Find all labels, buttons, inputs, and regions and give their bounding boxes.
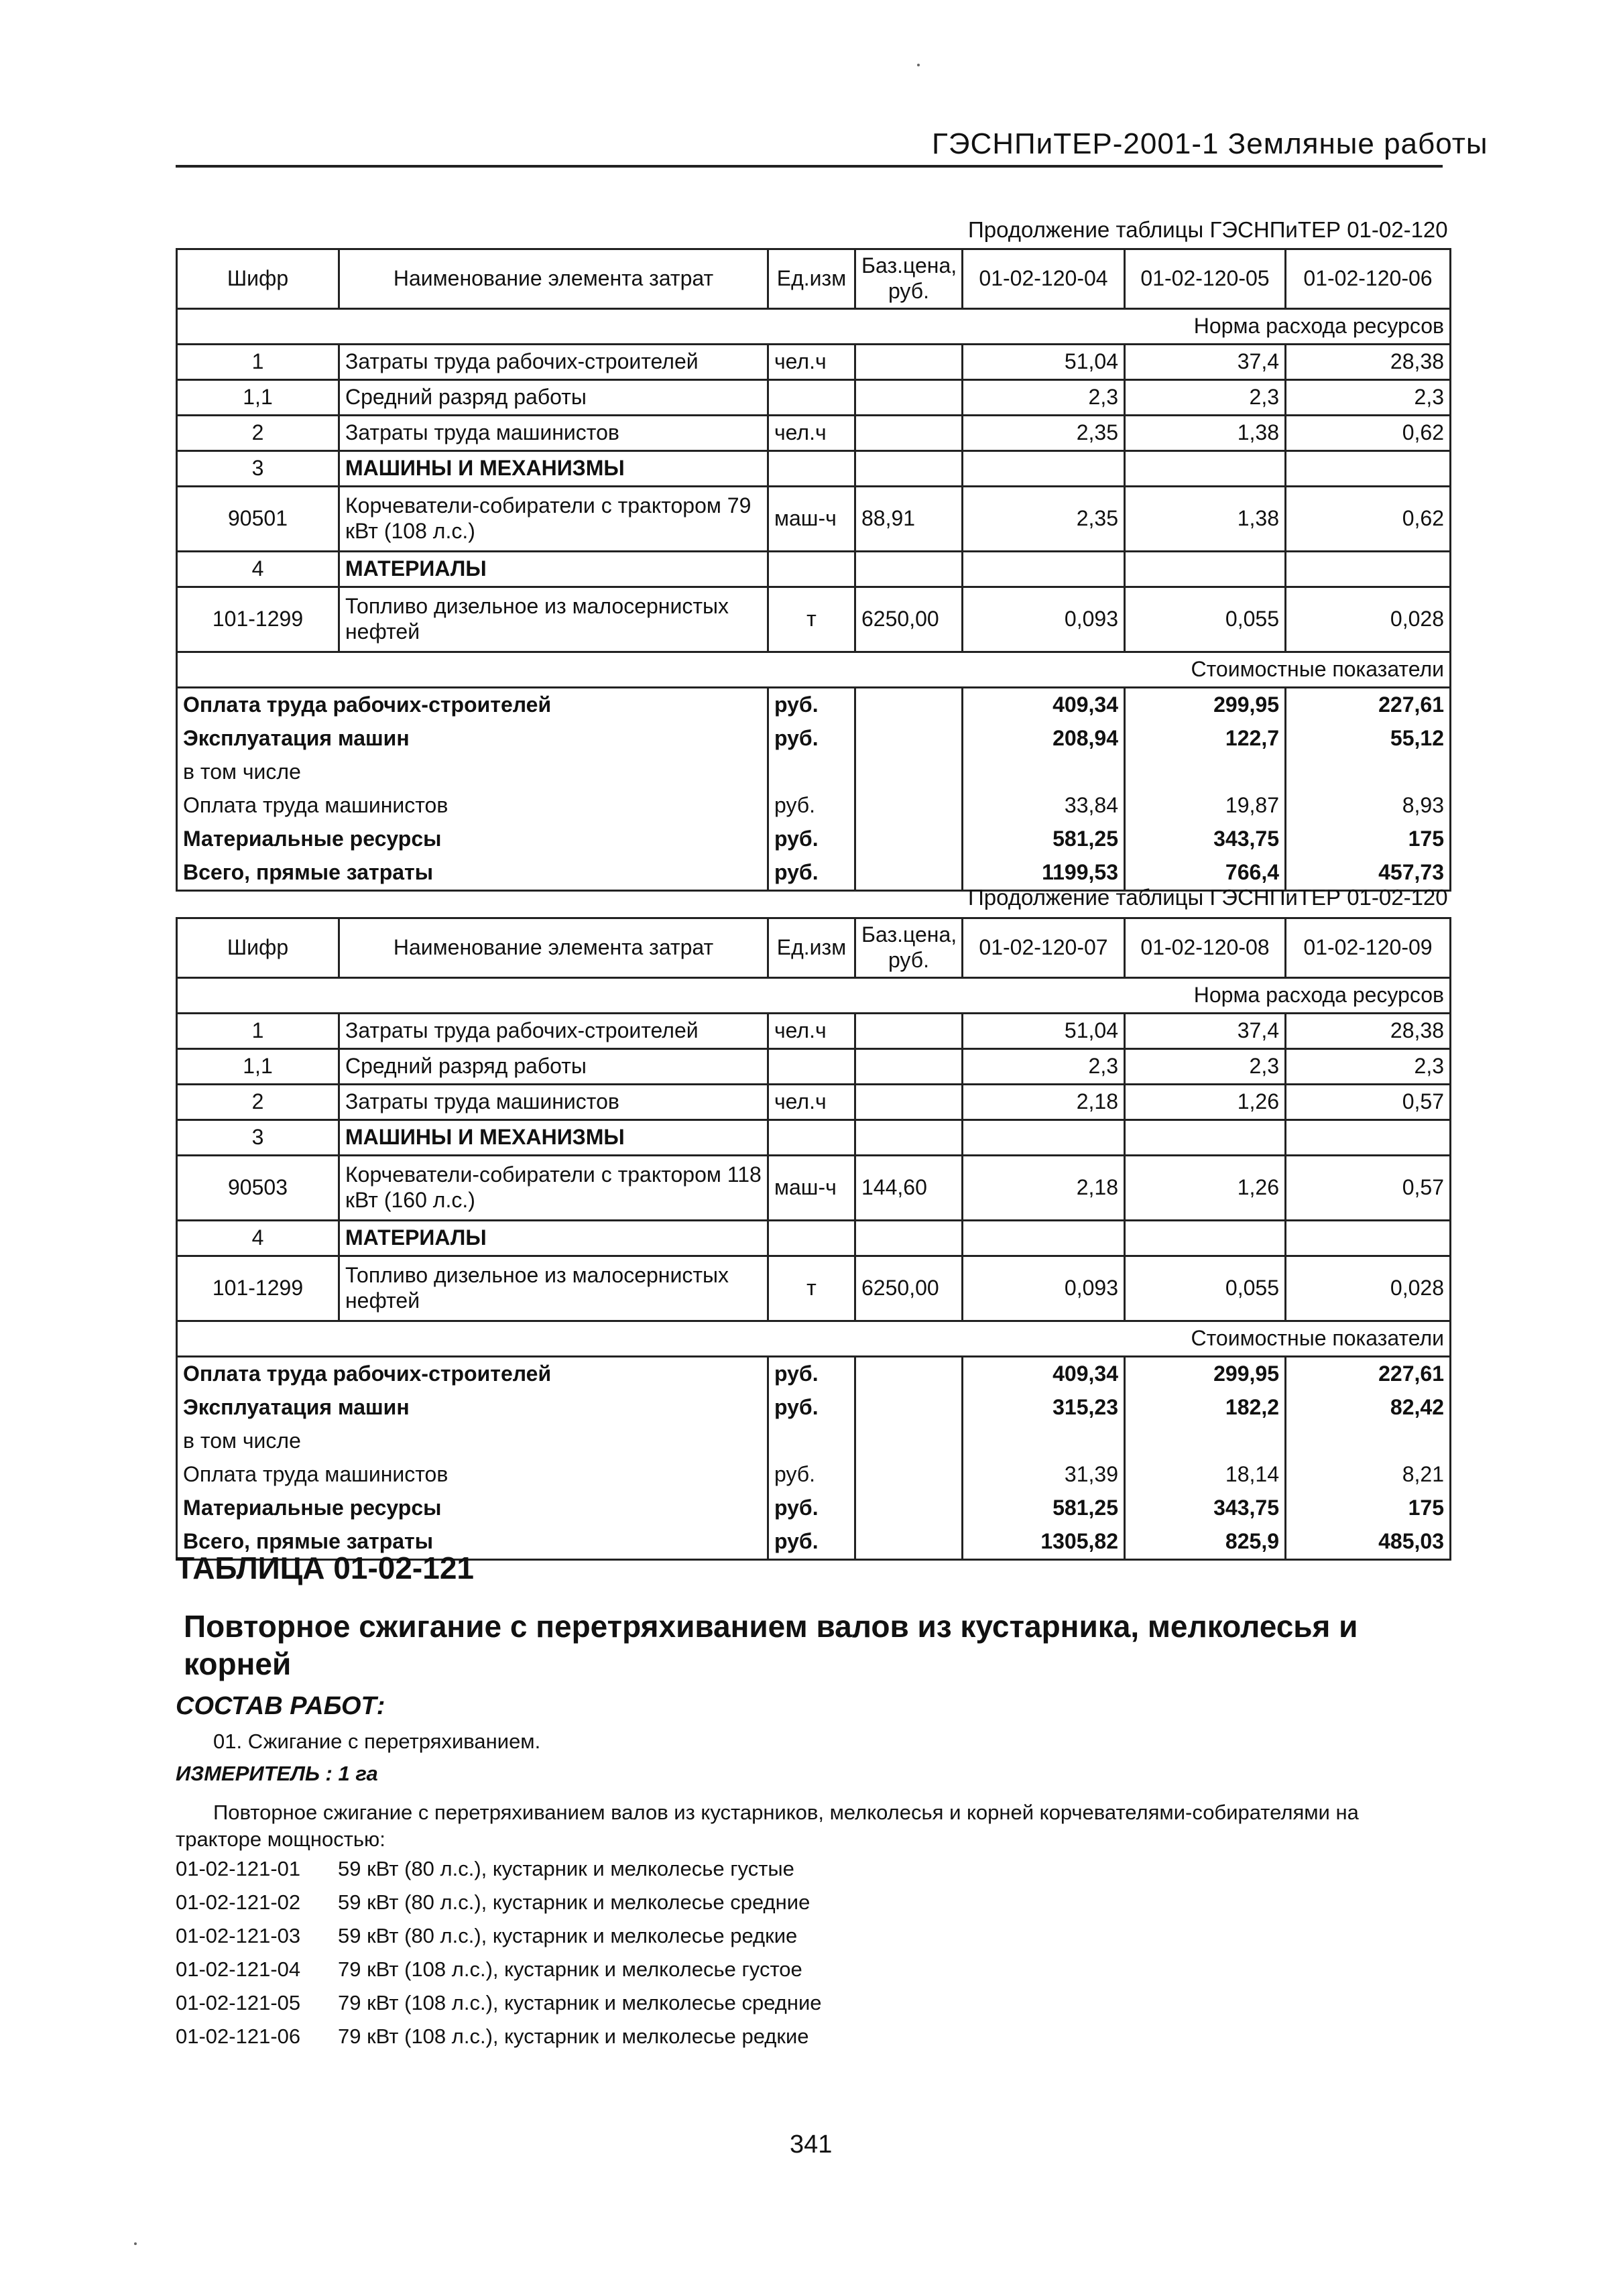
table-row-group <box>177 552 1451 587</box>
section-row-norma <box>177 978 1451 1014</box>
summary-unit: руб. <box>768 722 855 756</box>
row-value: 2,18 <box>963 1085 1125 1120</box>
item-text: 79 кВт (108 л.с.), кустарник и мелколесье густое <box>338 1957 802 1981</box>
summary-value: 33,84 <box>963 789 1125 823</box>
row-value: 51,04 <box>963 1014 1125 1049</box>
row-name: Затраты труда рабочих-строителей <box>339 1014 768 1049</box>
list-item <box>176 1857 822 1890</box>
summary-value: 343,75 <box>1125 823 1286 856</box>
row-value: 0,055 <box>1125 587 1286 652</box>
row-price <box>855 380 963 416</box>
table-header-row <box>177 249 1451 309</box>
item-text: 79 кВт (108 л.с.), кустарник и мелколесье средние <box>338 1991 822 2014</box>
summary-row <box>177 1391 1451 1425</box>
row-price <box>855 1049 963 1085</box>
col-header-unit: Ед.изм <box>768 918 855 978</box>
summary-name: Оплата труда рабочих-строителей <box>177 688 768 723</box>
resource-table-b <box>176 917 1451 1561</box>
col-header-name: Наименование элемента затрат <box>339 249 768 309</box>
row-name: Затраты труда рабочих-строителей <box>339 345 768 380</box>
row-value: 0,62 <box>1286 487 1451 552</box>
section-row-cost <box>177 1321 1451 1357</box>
col-header-code: 01-02-120-08 <box>1125 918 1286 978</box>
row-unit: маш-ч <box>768 487 855 552</box>
summary-unit: руб. <box>768 1458 855 1492</box>
summary-value: 122,7 <box>1125 722 1286 756</box>
summary-value: 8,21 <box>1286 1458 1451 1492</box>
col-header-code: 01-02-120-09 <box>1286 918 1451 978</box>
row-code: 4 <box>177 1221 339 1256</box>
summary-row <box>177 688 1451 723</box>
row-value: 1,38 <box>1125 487 1286 552</box>
group-name: МАШИНЫ И МЕХАНИЗМЫ <box>339 1120 768 1156</box>
summary-value: 299,95 <box>1125 1357 1286 1392</box>
section-row-norma <box>177 309 1451 345</box>
summary-row <box>177 1425 1451 1458</box>
summary-value: 82,42 <box>1286 1391 1451 1425</box>
composition-item: 01. Сжигание с перетряхиванием. <box>213 1730 541 1753</box>
row-price <box>855 345 963 380</box>
summary-value: 343,75 <box>1125 1492 1286 1525</box>
row-name: Средний разряд работы <box>339 380 768 416</box>
table-row <box>177 487 1451 552</box>
item-code: 01-02-121-01 <box>176 1857 301 1880</box>
table-row <box>177 1014 1451 1049</box>
table-row-group <box>177 451 1451 487</box>
summary-name: Материальные ресурсы <box>177 1492 768 1525</box>
row-code: 101-1299 <box>177 587 339 652</box>
row-price: 88,91 <box>855 487 963 552</box>
item-code: 01-02-121-03 <box>176 1924 301 1947</box>
col-header-shifr: Шифр <box>177 918 339 978</box>
row-unit <box>768 380 855 416</box>
row-value: 2,3 <box>1286 1049 1451 1085</box>
summary-name: Оплата труда машинистов <box>177 789 768 823</box>
row-value: 2,18 <box>963 1156 1125 1221</box>
summary-row <box>177 756 1451 789</box>
row-code: 90503 <box>177 1156 339 1221</box>
table-row-group <box>177 1221 1451 1256</box>
summary-name: Эксплуатация машин <box>177 722 768 756</box>
list-item <box>176 1957 822 1991</box>
table-header-row <box>177 918 1451 978</box>
section-row-cost <box>177 652 1451 688</box>
summary-value: 55,12 <box>1286 722 1451 756</box>
row-value: 2,35 <box>963 487 1125 552</box>
group-name: МАТЕРИАЛЫ <box>339 1221 768 1256</box>
summary-value: 457,73 <box>1286 856 1451 891</box>
col-header-price: Баз.цена, руб. <box>855 918 963 978</box>
group-name: МАТЕРИАЛЫ <box>339 552 768 587</box>
list-item <box>176 1991 822 2025</box>
summary-unit: руб. <box>768 1525 855 1560</box>
summary-value: 182,2 <box>1125 1391 1286 1425</box>
row-code: 1,1 <box>177 1049 339 1085</box>
row-price <box>855 416 963 451</box>
row-name: Средний разряд работы <box>339 1049 768 1085</box>
summary-name: Эксплуатация машин <box>177 1391 768 1425</box>
measure-unit: ИЗМЕРИТЕЛЬ : 1 га <box>176 1762 378 1785</box>
row-value: 0,093 <box>963 1256 1125 1321</box>
summary-value: 8,93 <box>1286 789 1451 823</box>
summary-value: 409,34 <box>963 1357 1125 1392</box>
summary-name: Оплата труда рабочих-строителей <box>177 1357 768 1392</box>
summary-value: 825,9 <box>1125 1525 1286 1560</box>
row-name: Корчеватели-собиратели с трактором 118 кВт (160 л.с.) <box>339 1156 768 1221</box>
summary-value: 1305,82 <box>963 1525 1125 1560</box>
summary-name: Всего, прямые затраты <box>177 856 768 891</box>
scan-speck <box>917 64 920 66</box>
row-value: 0,62 <box>1286 416 1451 451</box>
table-row <box>177 345 1451 380</box>
summary-unit: руб. <box>768 823 855 856</box>
cost-label: Стоимостные показатели <box>177 1321 1451 1357</box>
item-text: 59 кВт (80 л.с.), кустарник и мелколесье редкие <box>338 1924 798 1947</box>
row-value: 37,4 <box>1125 345 1286 380</box>
row-value: 2,3 <box>1286 380 1451 416</box>
summary-value: 581,25 <box>963 1492 1125 1525</box>
running-header: ГЭСНПиТЕР-2001-1 Земляные работы <box>932 127 1488 160</box>
row-code: 1 <box>177 1014 339 1049</box>
row-price <box>855 1014 963 1049</box>
summary-row <box>177 823 1451 856</box>
row-value: 28,38 <box>1286 1014 1451 1049</box>
row-code: 90501 <box>177 487 339 552</box>
item-code: 01-02-121-02 <box>176 1890 301 1914</box>
col-header-code: 01-02-120-05 <box>1125 249 1286 309</box>
summary-unit: руб. <box>768 856 855 891</box>
row-code: 3 <box>177 1120 339 1156</box>
row-code: 101-1299 <box>177 1256 339 1321</box>
summary-name: Всего, прямые затраты <box>177 1525 768 1560</box>
item-code: 01-02-121-06 <box>176 2025 301 2048</box>
list-item <box>176 2025 822 2058</box>
summary-value: 485,03 <box>1286 1525 1451 1560</box>
table-row <box>177 1256 1451 1321</box>
item-text: 59 кВт (80 л.с.), кустарник и мелколесье густые <box>338 1857 794 1880</box>
table-row <box>177 1156 1451 1221</box>
row-value: 2,3 <box>963 380 1125 416</box>
table-row <box>177 1085 1451 1120</box>
row-code: 4 <box>177 552 339 587</box>
summary-row <box>177 1357 1451 1392</box>
col-header-unit: Ед.изм <box>768 249 855 309</box>
summary-unit: руб. <box>768 1492 855 1525</box>
row-price <box>855 1085 963 1120</box>
norma-label: Норма расхода ресурсов <box>177 309 1451 345</box>
col-header-code: 01-02-120-04 <box>963 249 1125 309</box>
row-name: Топливо дизельное из малосернистых нефтей <box>339 1256 768 1321</box>
row-value: 1,26 <box>1125 1156 1286 1221</box>
page-number: 341 <box>790 2130 833 2159</box>
table-b-caption: Продолжение таблицы ГЭСНПиТЕР 01-02-120 <box>968 885 1448 910</box>
col-header-code: 01-02-120-07 <box>963 918 1125 978</box>
row-value: 2,3 <box>963 1049 1125 1085</box>
summary-value: 18,14 <box>1125 1458 1286 1492</box>
summary-unit: руб. <box>768 688 855 723</box>
col-header-name: Наименование элемента затрат <box>339 918 768 978</box>
row-code: 1 <box>177 345 339 380</box>
summary-unit: руб. <box>768 789 855 823</box>
row-value: 0,055 <box>1125 1256 1286 1321</box>
row-name: Топливо дизельное из малосернистых нефтей <box>339 587 768 652</box>
row-value: 2,3 <box>1125 1049 1286 1085</box>
row-value: 51,04 <box>963 345 1125 380</box>
row-value: 37,4 <box>1125 1014 1286 1049</box>
list-item <box>176 1890 822 1924</box>
row-unit: чел.ч <box>768 345 855 380</box>
row-value: 2,3 <box>1125 380 1286 416</box>
col-header-shifr: Шифр <box>177 249 339 309</box>
summary-value: 227,61 <box>1286 688 1451 723</box>
table-row <box>177 380 1451 416</box>
summary-value: 175 <box>1286 823 1451 856</box>
row-code: 2 <box>177 1085 339 1120</box>
table-a-caption: Продолжение таблицы ГЭСНПиТЕР 01-02-120 <box>968 217 1448 242</box>
summary-value: 299,95 <box>1125 688 1286 723</box>
col-header-price: Баз.цена, руб. <box>855 249 963 309</box>
row-value: 0,028 <box>1286 1256 1451 1321</box>
summary-value: 208,94 <box>963 722 1125 756</box>
composition-label: СОСТАВ РАБОТ: <box>176 1692 385 1720</box>
row-value: 1,26 <box>1125 1085 1286 1120</box>
row-unit: т <box>768 1256 855 1321</box>
summary-name: в том числе <box>177 1425 768 1458</box>
col-header-code: 01-02-120-06 <box>1286 249 1451 309</box>
row-name: Затраты труда машинистов <box>339 1085 768 1120</box>
summary-unit: руб. <box>768 1357 855 1392</box>
row-price: 144,60 <box>855 1156 963 1221</box>
row-unit: маш-ч <box>768 1156 855 1221</box>
summary-value: 766,4 <box>1125 856 1286 891</box>
row-unit: чел.ч <box>768 1014 855 1049</box>
row-code: 3 <box>177 451 339 487</box>
summary-value: 227,61 <box>1286 1357 1451 1392</box>
row-value: 2,35 <box>963 416 1125 451</box>
summary-name: Оплата труда машинистов <box>177 1458 768 1492</box>
item-code: 01-02-121-05 <box>176 1991 301 2014</box>
norm-list <box>176 1857 822 2058</box>
cost-label: Стоимостные показатели <box>177 652 1451 688</box>
table-row <box>177 416 1451 451</box>
table-row <box>177 587 1451 652</box>
row-value: 1,38 <box>1125 416 1286 451</box>
summary-value: 19,87 <box>1125 789 1286 823</box>
summary-row <box>177 1492 1451 1525</box>
row-name: Затраты труда машинистов <box>339 416 768 451</box>
summary-value: 409,34 <box>963 688 1125 723</box>
norma-label: Норма расхода ресурсов <box>177 978 1451 1014</box>
row-value: 0,093 <box>963 587 1125 652</box>
summary-unit: руб. <box>768 1391 855 1425</box>
row-value: 0,57 <box>1286 1156 1451 1221</box>
row-unit: т <box>768 587 855 652</box>
summary-value: 31,39 <box>963 1458 1125 1492</box>
row-name: Корчеватели-собиратели с трактором 79 кВт (108 л.с.) <box>339 487 768 552</box>
table-heading: ТАБЛИЦА 01-02-121 <box>176 1551 474 1585</box>
row-unit: чел.ч <box>768 416 855 451</box>
group-name: МАШИНЫ И МЕХАНИЗМЫ <box>339 451 768 487</box>
row-code: 2 <box>177 416 339 451</box>
summary-value: 581,25 <box>963 823 1125 856</box>
table-row-group <box>177 1120 1451 1156</box>
work-title: Повторное сжигание с перетряхиванием валов из кустарника, мелколесья и корней <box>184 1609 1358 1682</box>
summary-name: Материальные ресурсы <box>177 823 768 856</box>
summary-name: в том числе <box>177 756 768 789</box>
table-row <box>177 1049 1451 1085</box>
row-unit: чел.ч <box>768 1085 855 1120</box>
summary-row <box>177 722 1451 756</box>
item-code: 01-02-121-04 <box>176 1957 301 1981</box>
intro-text: Повторное сжигание с перетряхиванием валов из кустарников, мелколесья и корней корчевателями-собирателями на тракторе мощностью: <box>176 1801 1359 1852</box>
row-value: 0,028 <box>1286 587 1451 652</box>
item-text: 59 кВт (80 л.с.), кустарник и мелколесье средние <box>338 1890 810 1914</box>
resource-table-a <box>176 248 1451 892</box>
summary-row <box>177 789 1451 823</box>
summary-value: 1199,53 <box>963 856 1125 891</box>
summary-value: 175 <box>1286 1492 1451 1525</box>
item-text: 79 кВт (108 л.с.), кустарник и мелколесье редкие <box>338 2025 809 2048</box>
row-price: 6250,00 <box>855 1256 963 1321</box>
row-price: 6250,00 <box>855 587 963 652</box>
row-value: 0,57 <box>1286 1085 1451 1120</box>
summary-row <box>177 1458 1451 1492</box>
row-code: 1,1 <box>177 380 339 416</box>
summary-value: 315,23 <box>963 1391 1125 1425</box>
scan-speck <box>134 2242 137 2245</box>
list-item <box>176 1924 822 1957</box>
row-unit <box>768 1049 855 1085</box>
header-rule <box>176 165 1443 168</box>
row-value: 28,38 <box>1286 345 1451 380</box>
